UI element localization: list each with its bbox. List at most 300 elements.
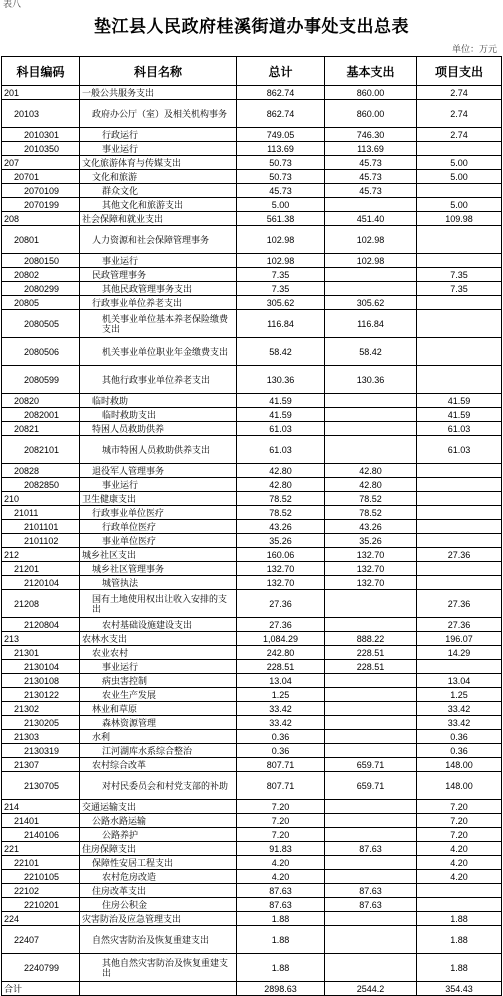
table-row xyxy=(2,478,502,492)
cell-name: 保障性安居工程支出 xyxy=(80,856,237,870)
cell-total: 41.59 xyxy=(237,408,325,422)
table-row xyxy=(2,758,502,772)
cell-total: 1,084.29 xyxy=(237,632,325,646)
cell-basic: 87.63 xyxy=(325,884,417,898)
cell-code: 201 xyxy=(2,86,80,100)
cell-basic: 87.63 xyxy=(325,842,417,856)
cell-basic: 132.70 xyxy=(325,576,417,590)
cell-name: 其他行政事业单位养老支出 xyxy=(80,366,237,394)
cell-basic: 35.26 xyxy=(325,534,417,548)
cell-code: 22102 xyxy=(2,884,80,898)
table-header-row xyxy=(2,57,502,86)
cell-total: 862.74 xyxy=(237,100,325,128)
cell-name: 人力资源和社会保障管理事务 xyxy=(80,226,237,254)
table-row xyxy=(2,576,502,590)
cell-total: 13.04 xyxy=(237,674,325,688)
cell-project: 1.88 xyxy=(417,912,502,926)
cell-basic xyxy=(325,394,417,408)
cell-project: 5.00 xyxy=(417,198,502,212)
header-project: 项目支出 xyxy=(417,57,502,86)
table-row xyxy=(2,198,502,212)
cell-total: 61.03 xyxy=(237,422,325,436)
cell-code: 20701 xyxy=(2,170,80,184)
cell-code: 210 xyxy=(2,492,80,506)
table-row xyxy=(2,870,502,884)
cell-project: 7.35 xyxy=(417,282,502,296)
cell-project: 5.00 xyxy=(417,170,502,184)
table-row xyxy=(2,702,502,716)
cell-basic: 45.73 xyxy=(325,170,417,184)
cell-project: 33.42 xyxy=(417,702,502,716)
cell-name: 住房保障支出 xyxy=(80,842,237,856)
cell-name: 农林水支出 xyxy=(80,632,237,646)
cell-name: 自然灾害防治及恢复重建支出 xyxy=(80,926,237,954)
cell-project xyxy=(417,296,502,310)
cell-basic: 860.00 xyxy=(325,100,417,128)
cell-project: 2.74 xyxy=(417,128,502,142)
cell-project xyxy=(417,660,502,674)
cell-project: 5.00 xyxy=(417,156,502,170)
cell-code: 20801 xyxy=(2,226,80,254)
cell-basic: 78.52 xyxy=(325,492,417,506)
table-row xyxy=(2,268,502,282)
table-row xyxy=(2,772,502,800)
cell-basic: 42.80 xyxy=(325,478,417,492)
table-row xyxy=(2,100,502,128)
table-row xyxy=(2,310,502,338)
cell-basic: 659.71 xyxy=(325,758,417,772)
table-row xyxy=(2,674,502,688)
cell-basic xyxy=(325,730,417,744)
cell-project xyxy=(417,254,502,268)
cell-basic xyxy=(325,744,417,758)
cell-basic: 43.26 xyxy=(325,520,417,534)
cell-code: 21201 xyxy=(2,562,80,576)
cell-total: 42.80 xyxy=(237,464,325,478)
cell-project: 7.20 xyxy=(417,800,502,814)
cell-code: 2010350 xyxy=(2,142,80,156)
total-row xyxy=(2,982,502,996)
cell-total: 50.73 xyxy=(237,170,325,184)
cell-basic xyxy=(325,828,417,842)
cell-code: 2140106 xyxy=(2,828,80,842)
table-row xyxy=(2,618,502,632)
cell-project: 27.36 xyxy=(417,590,502,618)
cell-project xyxy=(417,478,502,492)
cell-project xyxy=(417,506,502,520)
cell-project: 0.36 xyxy=(417,744,502,758)
cell-total: 228.51 xyxy=(237,660,325,674)
cell-code: 20805 xyxy=(2,296,80,310)
cell-total: 42.80 xyxy=(237,478,325,492)
cell-project xyxy=(417,184,502,198)
cell-name: 政府办公厅（室）及相关机构事务 xyxy=(80,100,237,128)
cell-name: 民政管理事务 xyxy=(80,268,237,282)
cell-name: 事业运行 xyxy=(80,660,237,674)
cell-total: 7.20 xyxy=(237,800,325,814)
table-row xyxy=(2,828,502,842)
cell-code: 21301 xyxy=(2,646,80,660)
cell-basic: 42.80 xyxy=(325,464,417,478)
table-row xyxy=(2,912,502,926)
table-row xyxy=(2,730,502,744)
cell-total: 1.25 xyxy=(237,688,325,702)
table-row xyxy=(2,856,502,870)
cell-total: 7.20 xyxy=(237,814,325,828)
cell-name: 机关事业单位职业年金缴费支出 xyxy=(80,338,237,366)
cell-name: 其他文化和旅游支出 xyxy=(80,198,237,212)
cell-total: 5.00 xyxy=(237,198,325,212)
cell-name: 灾害防治及应急管理支出 xyxy=(80,912,237,926)
cell-total: 61.03 xyxy=(237,436,325,464)
cell-total: 58.42 xyxy=(237,338,325,366)
cell-name: 事业单位医疗 xyxy=(80,534,237,548)
cell-total: 862.74 xyxy=(237,86,325,100)
total-name-empty xyxy=(80,982,237,996)
cell-name: 城乡社区管理事务 xyxy=(80,562,237,576)
cell-code: 20821 xyxy=(2,422,80,436)
cell-name: 文化旅游体育与传媒支出 xyxy=(80,156,237,170)
cell-code: 2130104 xyxy=(2,660,80,674)
cell-code: 214 xyxy=(2,800,80,814)
table-row xyxy=(2,282,502,296)
cell-name: 公路养护 xyxy=(80,828,237,842)
table-row xyxy=(2,212,502,226)
cell-total: 91.83 xyxy=(237,842,325,856)
cell-name: 城市特困人员救助供养支出 xyxy=(80,436,237,464)
table-row xyxy=(2,646,502,660)
cell-name: 行政单位医疗 xyxy=(80,520,237,534)
cell-total: 50.73 xyxy=(237,156,325,170)
cell-project xyxy=(417,492,502,506)
cell-project: 14.29 xyxy=(417,646,502,660)
cell-basic: 860.00 xyxy=(325,86,417,100)
cell-project: 7.35 xyxy=(417,268,502,282)
cell-project: 4.20 xyxy=(417,856,502,870)
cell-total: 561.38 xyxy=(237,212,325,226)
cell-name: 农村基础设施建设支出 xyxy=(80,618,237,632)
cell-name: 江河湖库水系综合整治 xyxy=(80,744,237,758)
cell-project: 41.59 xyxy=(417,394,502,408)
cell-project: 13.04 xyxy=(417,674,502,688)
cell-code: 21302 xyxy=(2,702,80,716)
cell-total: 102.98 xyxy=(237,254,325,268)
cell-basic: 659.71 xyxy=(325,772,417,800)
table-row xyxy=(2,506,502,520)
cell-name: 文化和旅游 xyxy=(80,170,237,184)
cell-code: 21303 xyxy=(2,730,80,744)
cell-total: 0.36 xyxy=(237,744,325,758)
header-total: 总计 xyxy=(237,57,325,86)
cell-basic: 746.30 xyxy=(325,128,417,142)
cell-basic: 116.84 xyxy=(325,310,417,338)
cell-code: 2130122 xyxy=(2,688,80,702)
cell-total: 132.70 xyxy=(237,562,325,576)
cell-code: 212 xyxy=(2,548,80,562)
cell-project: 1.88 xyxy=(417,926,502,954)
cell-basic: 228.51 xyxy=(325,660,417,674)
cell-basic xyxy=(325,282,417,296)
cell-total: 749.05 xyxy=(237,128,325,142)
table-row xyxy=(2,590,502,618)
cell-name: 临时救助支出 xyxy=(80,408,237,422)
cell-basic xyxy=(325,912,417,926)
cell-project: 1.25 xyxy=(417,688,502,702)
cell-basic: 132.70 xyxy=(325,562,417,576)
cell-total: 305.62 xyxy=(237,296,325,310)
table-row xyxy=(2,464,502,478)
cell-name: 事业运行 xyxy=(80,254,237,268)
cell-basic xyxy=(325,716,417,730)
cell-total: 27.36 xyxy=(237,590,325,618)
cell-basic: 58.42 xyxy=(325,338,417,366)
table-row xyxy=(2,814,502,828)
cell-name: 住房公积金 xyxy=(80,898,237,912)
cell-code: 2130319 xyxy=(2,744,80,758)
cell-code: 2080506 xyxy=(2,338,80,366)
cell-basic: 102.98 xyxy=(325,226,417,254)
cell-project xyxy=(417,520,502,534)
cell-project xyxy=(417,898,502,912)
cell-code: 2080505 xyxy=(2,310,80,338)
cell-code: 2080150 xyxy=(2,254,80,268)
cell-basic xyxy=(325,408,417,422)
cell-basic xyxy=(325,702,417,716)
table-row xyxy=(2,156,502,170)
total-basic: 2544.2 xyxy=(325,982,417,996)
table-row xyxy=(2,366,502,394)
table-row xyxy=(2,926,502,954)
cell-name: 行政事业单位医疗 xyxy=(80,506,237,520)
table-row xyxy=(2,436,502,464)
cell-basic: 888.22 xyxy=(325,632,417,646)
cell-name: 行政运行 xyxy=(80,128,237,142)
cell-basic: 130.36 xyxy=(325,366,417,394)
cell-name: 城管执法 xyxy=(80,576,237,590)
corner-label: 表八 xyxy=(3,0,22,9)
cell-code: 21401 xyxy=(2,814,80,828)
cell-code: 208 xyxy=(2,212,80,226)
cell-basic: 87.63 xyxy=(325,898,417,912)
cell-basic xyxy=(325,688,417,702)
total-label: 合计 xyxy=(2,982,80,996)
cell-total: 33.42 xyxy=(237,716,325,730)
cell-code: 21307 xyxy=(2,758,80,772)
cell-name: 特困人员救助供养 xyxy=(80,422,237,436)
cell-project xyxy=(417,142,502,156)
header-basic: 基本支出 xyxy=(325,57,417,86)
cell-code: 221 xyxy=(2,842,80,856)
expenditure-table xyxy=(1,56,502,996)
cell-project: 2.74 xyxy=(417,86,502,100)
cell-code: 20828 xyxy=(2,464,80,478)
cell-name: 机关事业单位基本养老保险缴费支出 xyxy=(80,310,237,338)
table-row xyxy=(2,716,502,730)
cell-name: 农村综合改革 xyxy=(80,758,237,772)
cell-total: 807.71 xyxy=(237,772,325,800)
cell-basic xyxy=(325,954,417,982)
cell-name: 群众文化 xyxy=(80,184,237,198)
table-row xyxy=(2,492,502,506)
cell-total: 242.80 xyxy=(237,646,325,660)
page-title: 垫江县人民政府桂溪街道办事处支出总表 xyxy=(94,17,409,36)
table-row xyxy=(2,226,502,254)
cell-code: 2010301 xyxy=(2,128,80,142)
cell-basic xyxy=(325,198,417,212)
cell-basic: 78.52 xyxy=(325,506,417,520)
table-row xyxy=(2,534,502,548)
cell-project xyxy=(417,534,502,548)
cell-project xyxy=(417,562,502,576)
table-row xyxy=(2,884,502,898)
cell-total: 4.20 xyxy=(237,856,325,870)
cell-name: 一般公共服务支出 xyxy=(80,86,237,100)
cell-basic xyxy=(325,674,417,688)
cell-total: 7.35 xyxy=(237,282,325,296)
cell-name: 其他民政管理事务支出 xyxy=(80,282,237,296)
cell-basic xyxy=(325,436,417,464)
cell-code: 2070109 xyxy=(2,184,80,198)
cell-code: 20802 xyxy=(2,268,80,282)
cell-name: 行政事业单位养老支出 xyxy=(80,296,237,310)
cell-project xyxy=(417,576,502,590)
unit-label: 单位：万元 xyxy=(451,44,497,54)
table-row xyxy=(2,954,502,982)
cell-code: 2101102 xyxy=(2,534,80,548)
cell-code: 2080299 xyxy=(2,282,80,296)
cell-total: 130.36 xyxy=(237,366,325,394)
table-row xyxy=(2,520,502,534)
cell-code: 2130108 xyxy=(2,674,80,688)
cell-total: 45.73 xyxy=(237,184,325,198)
cell-name: 林业和草原 xyxy=(80,702,237,716)
cell-total: 0.36 xyxy=(237,730,325,744)
cell-code: 22407 xyxy=(2,926,80,954)
cell-project: 4.20 xyxy=(417,870,502,884)
cell-total: 160.06 xyxy=(237,548,325,562)
cell-code: 2082001 xyxy=(2,408,80,422)
header-name: 科目名称 xyxy=(80,57,237,86)
cell-project: 2.74 xyxy=(417,100,502,128)
cell-project: 148.00 xyxy=(417,772,502,800)
cell-basic xyxy=(325,268,417,282)
cell-basic xyxy=(325,618,417,632)
cell-basic xyxy=(325,856,417,870)
cell-code: 22101 xyxy=(2,856,80,870)
table-row xyxy=(2,422,502,436)
cell-basic: 228.51 xyxy=(325,646,417,660)
cell-project: 27.36 xyxy=(417,618,502,632)
table-row xyxy=(2,800,502,814)
cell-name: 交通运输支出 xyxy=(80,800,237,814)
cell-code: 224 xyxy=(2,912,80,926)
table-row xyxy=(2,254,502,268)
cell-total: 132.70 xyxy=(237,576,325,590)
table-row xyxy=(2,128,502,142)
cell-code: 2070199 xyxy=(2,198,80,212)
cell-project xyxy=(417,310,502,338)
cell-project: 4.20 xyxy=(417,842,502,856)
cell-basic xyxy=(325,800,417,814)
cell-project xyxy=(417,464,502,478)
table-row xyxy=(2,394,502,408)
cell-name: 国有土地使用权出让收入安排的支出 xyxy=(80,590,237,618)
cell-basic: 102.98 xyxy=(325,254,417,268)
cell-name: 社会保障和就业支出 xyxy=(80,212,237,226)
total-sum: 2898.63 xyxy=(237,982,325,996)
cell-basic: 451.40 xyxy=(325,212,417,226)
cell-project: 109.98 xyxy=(417,212,502,226)
cell-name: 退役军人管理事务 xyxy=(80,464,237,478)
cell-project: 7.20 xyxy=(417,828,502,842)
cell-name: 水利 xyxy=(80,730,237,744)
table-row xyxy=(2,338,502,366)
table-row xyxy=(2,562,502,576)
table-row xyxy=(2,688,502,702)
cell-basic xyxy=(325,814,417,828)
cell-name: 住房改革支出 xyxy=(80,884,237,898)
cell-name: 临时救助 xyxy=(80,394,237,408)
total-project: 354.43 xyxy=(417,982,502,996)
cell-total: 27.36 xyxy=(237,618,325,632)
cell-project: 148.00 xyxy=(417,758,502,772)
cell-basic xyxy=(325,590,417,618)
cell-project: 61.03 xyxy=(417,436,502,464)
cell-project xyxy=(417,884,502,898)
table-row xyxy=(2,842,502,856)
cell-code: 2080599 xyxy=(2,366,80,394)
cell-code: 2240799 xyxy=(2,954,80,982)
cell-project xyxy=(417,366,502,394)
table-body xyxy=(2,86,502,996)
cell-name: 事业运行 xyxy=(80,142,237,156)
cell-code: 20103 xyxy=(2,100,80,128)
cell-total: 4.20 xyxy=(237,870,325,884)
cell-name: 其他自然灾害防治及恢复重建支出 xyxy=(80,954,237,982)
cell-basic: 45.73 xyxy=(325,156,417,170)
table-row xyxy=(2,170,502,184)
cell-basic xyxy=(325,422,417,436)
table-row xyxy=(2,408,502,422)
cell-code: 2082850 xyxy=(2,478,80,492)
cell-total: 43.26 xyxy=(237,520,325,534)
cell-basic: 113.69 xyxy=(325,142,417,156)
cell-name: 公路水路运输 xyxy=(80,814,237,828)
cell-total: 78.52 xyxy=(237,506,325,520)
cell-code: 213 xyxy=(2,632,80,646)
cell-project: 41.59 xyxy=(417,408,502,422)
cell-total: 102.98 xyxy=(237,226,325,254)
cell-code: 21208 xyxy=(2,590,80,618)
cell-project xyxy=(417,338,502,366)
cell-total: 1.88 xyxy=(237,954,325,982)
table-row xyxy=(2,548,502,562)
cell-project: 61.03 xyxy=(417,422,502,436)
cell-project: 33.42 xyxy=(417,716,502,730)
cell-project: 0.36 xyxy=(417,730,502,744)
cell-total: 87.63 xyxy=(237,884,325,898)
cell-project xyxy=(417,226,502,254)
cell-code: 2101101 xyxy=(2,520,80,534)
table-row xyxy=(2,744,502,758)
cell-project: 27.36 xyxy=(417,548,502,562)
cell-total: 7.20 xyxy=(237,828,325,842)
table-row xyxy=(2,296,502,310)
cell-total: 113.69 xyxy=(237,142,325,156)
cell-total: 87.63 xyxy=(237,898,325,912)
table-row xyxy=(2,142,502,156)
cell-project: 196.07 xyxy=(417,632,502,646)
